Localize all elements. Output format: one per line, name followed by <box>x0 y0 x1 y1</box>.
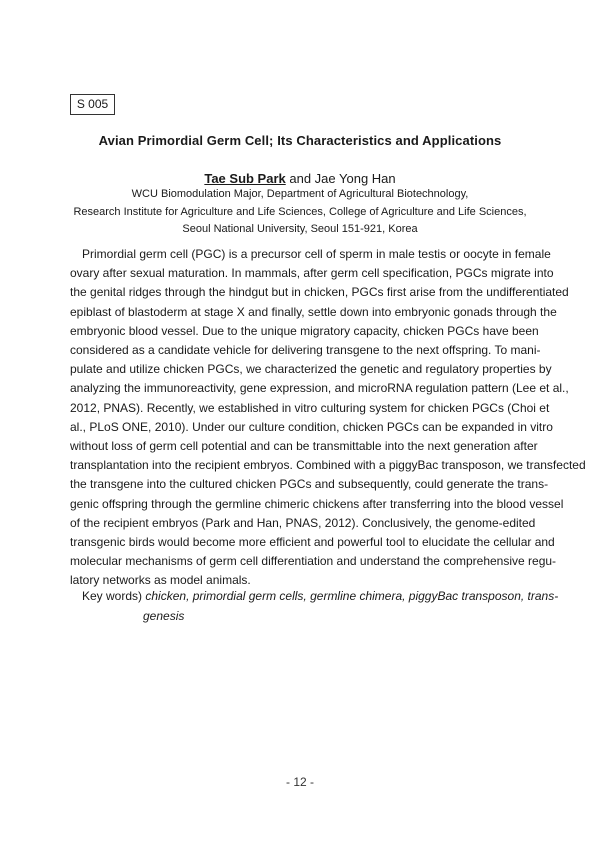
abstract-line: analyzing the immunoreactivity, gene expression, and microRNA regulation pattern (Lee et al., <box>70 381 569 396</box>
coauthor: Jae Yong Han <box>314 171 396 186</box>
affiliation-block <box>0 186 600 239</box>
abstract-line: the genital ridges through the hindgut but in chicken, PGCs first arise from the undifferentiated <box>70 285 569 300</box>
page-number: - 12 - <box>285 775 314 789</box>
abstract-line: pulate and utilize chicken PGCs, we characterized the genetic and regulatory properties by <box>70 362 552 377</box>
abstract-line: without loss of germ cell potential and can be transmittable into the next generation after <box>70 439 538 454</box>
abstract-line: the transgene into the cultured chicken PGCs and subsequently, could generate the trans- <box>70 477 549 492</box>
abstract-line: molecular mechanisms of germ cell differentiation and understand the comprehensive regu- <box>70 554 557 569</box>
abstract-line: of the recipient embryos (Park and Han, PNAS, 2012). Conclusively, the genome-edited <box>70 515 536 530</box>
keywords-values: chicken, primordial germ cells, germline chimera, piggyBac transposon, trans- <box>145 589 559 603</box>
author-line <box>0 171 600 186</box>
abstract-code-box <box>70 94 115 115</box>
keywords-label: Key words) <box>82 589 143 603</box>
abstract-line: epiblast of blastoderm at stage X and finally, settle down into embryonic gonads through the <box>70 304 557 319</box>
presenting-author: Tae Sub Park <box>204 171 286 186</box>
abstract-code: S 005 <box>76 97 109 111</box>
abstract-line: Primordial germ cell (PGC) is a precursor cell of sperm in male testis or oocyte in female <box>82 247 551 261</box>
abstract-line: genic offspring through the germline chimeric chickens after transferring into the blood vessel <box>70 496 564 511</box>
abstract-body <box>70 245 586 591</box>
abstract-line: transgenic birds would become more efficient and powerful tool to elucidate the cellular and <box>70 535 555 550</box>
keywords-block <box>82 587 559 626</box>
keywords-values-continued: genesis <box>143 608 185 623</box>
affiliation-line: WCU Biomodulation Major, Department of Agricultural Biotechnology, <box>131 188 469 200</box>
abstract-line: al., PLoS ONE, 2010). Under our culture condition, chicken PGCs can be expanded in vitro <box>70 419 553 434</box>
abstract-line: transplantation into the recipient embryos. Combined with a piggyBac transposon, we transfected <box>70 458 586 473</box>
affiliation-line: Seoul National University, Seoul 151-921, Korea <box>182 223 418 235</box>
abstract-line: 2012, PNAS). Recently, we established in vitro culturing system for chicken PGCs (Choi et <box>70 400 550 415</box>
abstract-line: ovary after sexual maturation. In mammals, after germ cell specification, PGCs migrate into <box>70 266 554 281</box>
author-connector: and <box>285 171 315 186</box>
abstract-line: considered as a candidate vehicle for delivering transgene to the next offspring. To mani- <box>70 343 541 358</box>
abstract-line: embryonic blood vessel. Due to the unique migratory capacity, chicken PGCs have been <box>70 323 539 338</box>
abstract-line: latory networks as model animals. <box>70 573 251 588</box>
affiliation-line: Research Institute for Agriculture and Life Sciences, College of Agriculture and Life Sciences, <box>73 205 527 218</box>
paper-title: Avian Primordial Germ Cell; Its Characteristics and Applications <box>98 133 502 148</box>
